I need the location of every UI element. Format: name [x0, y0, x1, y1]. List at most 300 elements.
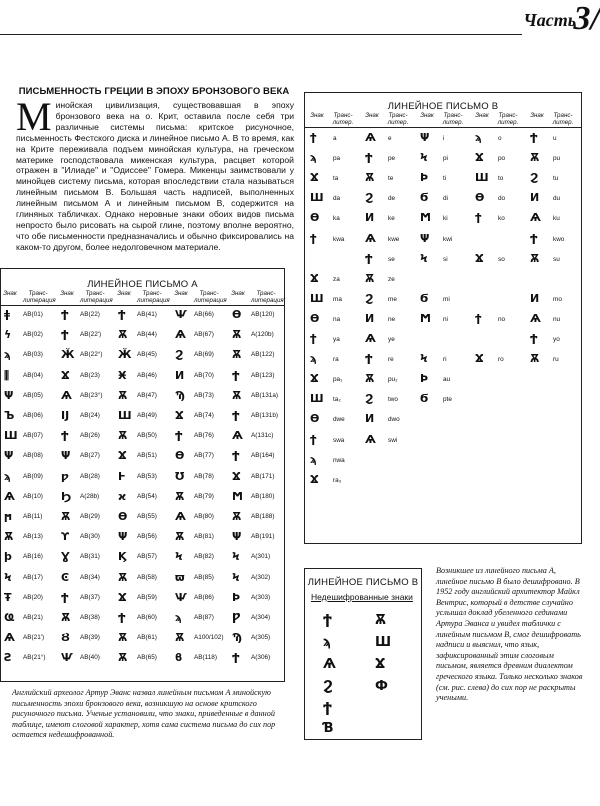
- undeciphered-sign: Ϫ: [375, 657, 386, 672]
- linear-b-translit: na: [333, 315, 341, 323]
- linear-a-translit: AB(81): [194, 533, 214, 541]
- column-head-translit: Транс-литер.: [497, 112, 519, 126]
- linear-b-translit: kwo: [553, 235, 565, 243]
- linear-a-translit: AB(120): [251, 311, 275, 318]
- linear-a-sign: Ѱ: [61, 651, 73, 665]
- linear-a-translit: AB(05): [23, 391, 43, 399]
- linear-b-sign: ϯ: [475, 311, 482, 325]
- linear-b-translit: au: [443, 376, 451, 384]
- linear-b-sign: Ϯ: [530, 231, 538, 245]
- linear-a-translit: AB(65): [137, 654, 157, 662]
- linear-a-translit: AB(22): [80, 311, 100, 318]
- linear-b-sign: Ψ: [420, 231, 430, 245]
- linear-a-translit: AB(66): [194, 311, 214, 318]
- linear-a-sign: ϡ: [4, 469, 11, 483]
- linear-b-sign: Ѳ: [310, 412, 320, 426]
- linear-a-table: [0, 268, 285, 682]
- linear-b-table: [304, 92, 582, 544]
- linear-a-translit: AB(21'): [23, 634, 45, 642]
- header-rule: [1, 305, 284, 306]
- linear-b-sign: Ѳ: [310, 211, 320, 225]
- linear-a-sign: ϴ: [232, 308, 242, 321]
- linear-b-sign: Ѧ: [365, 432, 376, 446]
- column-head-sign: Знак: [231, 290, 245, 297]
- column-head-sign: Знак: [60, 290, 74, 297]
- linear-a-sign: Ϫ: [232, 469, 241, 483]
- linear-b-sign: Ш: [475, 171, 489, 185]
- linear-b-translit: yo: [553, 336, 560, 343]
- linear-a-translit: A(120b): [251, 331, 274, 339]
- linear-b-translit: o: [498, 135, 502, 142]
- linear-b-sign: ϯ: [310, 131, 317, 144]
- linear-b-sign: Ϟ: [420, 151, 428, 165]
- linear-b-sign: Ѧ: [365, 131, 376, 144]
- linear-b-sign: Ϭ: [420, 392, 429, 406]
- linear-a-translit: AB(56): [137, 533, 157, 541]
- linear-b-sign: Ѧ: [530, 211, 541, 225]
- linear-a-sign: Ѱ: [175, 590, 187, 604]
- linear-a-translit: AB(47): [137, 391, 157, 399]
- linear-a-sign: Ѫ: [232, 510, 242, 523]
- linear-b-translit: pu₂: [388, 376, 398, 384]
- linear-b-sign: Ш: [310, 191, 324, 205]
- linear-a-translit: A(303): [251, 593, 271, 601]
- linear-b-translit: te: [388, 175, 394, 183]
- part-number: 3/: [573, 0, 600, 37]
- linear-b-translit: a: [333, 135, 337, 142]
- linear-a-sign: Ŧ: [4, 590, 12, 604]
- linear-a-sign: Ѧ: [61, 388, 72, 402]
- linear-a-sign: Ϯ: [118, 611, 126, 624]
- linear-b-sign: ϡ: [475, 131, 482, 144]
- linear-a-sign: Ъ: [4, 409, 15, 422]
- linear-b-translit: du: [553, 195, 561, 203]
- linear-a-sign: Ϫ: [61, 368, 70, 382]
- linear-a-sign: Ϧ: [61, 489, 72, 503]
- linear-a-translit: A(304): [251, 614, 271, 621]
- linear-b-sign: Ѳ: [310, 311, 320, 325]
- column-head-translit: Транс-литер.: [442, 112, 464, 126]
- linear-b-translit: no: [498, 315, 506, 323]
- linear-b-sign: Ϯ: [365, 151, 373, 165]
- linear-a-sign: Ѧ: [232, 429, 243, 443]
- linear-b-translit: pa: [333, 155, 341, 163]
- linear-b-sign: Ѫ: [530, 352, 540, 366]
- linear-b-sign: Ϯ: [365, 251, 373, 265]
- linear-b-sign: Ͷ: [365, 412, 375, 426]
- undeciphered-sign: Ϯ: [323, 701, 332, 716]
- linear-a-translit: A100/102): [194, 634, 224, 642]
- linear-a-sign: ϐ: [175, 651, 183, 665]
- linear-b-sign: ϯ: [310, 432, 317, 446]
- linear-a-translit: AB(46): [137, 371, 157, 379]
- linear-b-sign: Ϸ: [420, 372, 429, 386]
- linear-a-sign: Ψ: [61, 449, 71, 463]
- linear-a-translit: A(301): [251, 553, 271, 561]
- linear-b-sign: Ͷ: [530, 191, 540, 205]
- linear-b-translit: ta: [333, 175, 339, 183]
- undeciphered-sign: Ϯ: [323, 613, 332, 628]
- linear-a-translit: AB(54): [137, 492, 157, 500]
- linear-a-translit: AB(31): [80, 553, 100, 561]
- linear-b-translit: da: [333, 195, 341, 203]
- linear-a-translit: A(306): [251, 654, 271, 662]
- linear-a-translit: AB(07): [23, 432, 43, 440]
- linear-b-sign: Ϩ: [365, 291, 374, 305]
- linear-a-sign: Ϸ: [232, 590, 241, 604]
- linear-b-translit: kwa: [333, 235, 345, 243]
- linear-b-translit: pe: [388, 155, 396, 163]
- linear-a-translit: AB(131b): [251, 412, 278, 419]
- linear-a-sign: ϴ: [175, 449, 185, 463]
- linear-b-sign: Ѫ: [530, 151, 540, 165]
- undeciphered-sign: Ϩ: [323, 679, 333, 694]
- linear-b-translit: ko: [498, 215, 505, 223]
- linear-b-translit: dwo: [388, 416, 400, 424]
- linear-b-sign: ϡ: [310, 352, 317, 366]
- linear-a-translit: AB(10): [23, 492, 43, 500]
- linear-a-sign: Ѫ: [118, 570, 128, 584]
- linear-b-translit: ma: [333, 295, 342, 303]
- linear-a-sign: Ѫ: [118, 651, 128, 665]
- linear-b-sign: Ϭ: [420, 291, 429, 305]
- linear-b-sign: Ͷ: [530, 291, 540, 305]
- linear-a-translit: AB(38): [80, 614, 100, 621]
- linear-a-translit: AB(82): [194, 553, 214, 561]
- linear-b-translit: swi: [388, 436, 398, 444]
- linear-a-translit: AB(49): [137, 412, 157, 419]
- linear-a-translit: AB(11): [23, 513, 43, 520]
- linear-b-sign: ϯ: [310, 332, 317, 345]
- linear-b-sign: Ш: [310, 392, 324, 406]
- linear-b-translit: swa: [333, 436, 345, 444]
- linear-a-sign: Ʊ: [175, 469, 185, 483]
- article-title: ПИСЬМЕННОСТЬ ГРЕЦИИ В ЭПОХУ БРОНЗОВОГО ВЕКА: [18, 86, 290, 97]
- linear-a-sign: ƿ: [61, 469, 69, 483]
- linear-a-translit: AB(69): [194, 351, 214, 359]
- linear-a-translit: AB(02): [23, 331, 43, 339]
- page-header: [0, 0, 600, 44]
- linear-a-translit: AB(188): [251, 513, 275, 520]
- linear-a-translit: AB(57): [137, 553, 157, 561]
- linear-b-sign: Ϫ: [310, 472, 319, 486]
- linear-b-sign: Ѫ: [365, 171, 375, 185]
- linear-a-sign: Ѫ: [61, 611, 71, 624]
- linear-a-sign: Ѫ: [118, 429, 128, 443]
- linear-b-translit: ne: [388, 315, 396, 323]
- linear-b-sign: Ϫ: [310, 171, 319, 185]
- linear-a-translit: AB(77): [194, 452, 214, 460]
- linear-a-translit: AB(06): [23, 412, 43, 419]
- linear-a-translit: A(302): [251, 573, 271, 581]
- linear-a-translit: AB(86): [194, 593, 214, 601]
- linear-a-sign: Ƨ: [4, 651, 12, 665]
- linear-a-sign: Ѱ: [175, 308, 187, 321]
- linear-a-sign: Ψ: [232, 530, 242, 544]
- linear-a-sign: Ψ: [4, 388, 14, 402]
- linear-b-sign: Ш: [310, 291, 324, 305]
- linear-a-translit: AB(04): [23, 371, 43, 379]
- dropcap: М: [16, 94, 52, 139]
- linear-a-sign: Ͱ: [118, 469, 126, 483]
- linear-a-sign: Ѧ: [4, 631, 15, 645]
- linear-a-translit: A(305): [251, 634, 271, 642]
- linear-a-sign: Ϯ: [118, 308, 126, 321]
- linear-b-sign: Ͷ: [365, 311, 375, 325]
- linear-a-sign: Ϯ: [232, 409, 240, 422]
- linear-a-translit: AB(73): [194, 391, 214, 399]
- linear-b-translit: ti: [443, 175, 447, 183]
- linear-a-translit: AB(27): [80, 452, 100, 460]
- linear-b-sign: ϡ: [310, 452, 317, 466]
- linear-a-translit: AB(26): [80, 432, 100, 440]
- linear-b-translit: i: [443, 135, 445, 142]
- undeciphered-title: ЛИНЕЙНОЕ ПИСЬМО В: [307, 577, 419, 588]
- linear-a-translit: AB(50): [137, 432, 157, 440]
- column-head-translit: Транс-литерация: [194, 290, 227, 304]
- linear-a-translit: AB(44): [137, 331, 157, 339]
- linear-a-translit: AB(80): [194, 513, 214, 520]
- header-rule: [0, 34, 522, 35]
- column-head-sign: Знак: [117, 290, 131, 297]
- linear-a-translit: AB(123): [251, 371, 275, 379]
- linear-a-translit: AB(37): [80, 593, 100, 601]
- linear-a-translit: AB(79): [194, 492, 214, 500]
- linear-b-translit: po: [498, 155, 506, 163]
- linear-a-translit: AB(53): [137, 472, 157, 480]
- linear-a-translit: AB(17): [23, 573, 43, 581]
- linear-b-sign: Ͷ: [365, 211, 375, 225]
- linear-a-translit: AB(122): [251, 351, 275, 359]
- linear-a-translit: AB(41): [137, 311, 157, 318]
- linear-a-sign: Ϡ: [175, 388, 186, 402]
- linear-a-translit: AB(171): [251, 472, 275, 480]
- linear-a-sign: Ϯ: [61, 429, 69, 443]
- linear-a-translit: AB(61): [137, 634, 157, 642]
- linear-a-sign: ϰ: [118, 489, 127, 503]
- linear-a-translit: AB(34): [80, 573, 100, 581]
- linear-a-translit: AB(21): [23, 614, 43, 621]
- intro-paragraph: [16, 94, 294, 252]
- column-head-sign: Знак: [365, 112, 379, 119]
- linear-a-sign: Ĳ: [61, 409, 70, 422]
- linear-b-sign: Ϟ: [420, 251, 428, 265]
- linear-b-sign: Ϩ: [530, 171, 539, 185]
- linear-a-sign: Ѫ: [232, 348, 242, 362]
- caption-linear-b: Возникшее из линейного письма А, линейное письмо В было дешифровано. В 1952 году английский архитектор Майкл Вентрис, который в детстве случайно услышал доклад убеленного сединами Артура Эванса и увидел таблички с линейным письмом В, смог дешифровать надписи и выяснил, что язык, зафиксированный этим слоговым письмом, является древним диалектом греческого языка. Только несколько знаков (см. рис. слева) до сих пор не раскрыты учеными.: [436, 566, 583, 703]
- linear-b-translit: di: [443, 195, 448, 203]
- linear-b-sign: Ϭ: [420, 191, 429, 205]
- linear-a-translit: AB(13): [23, 533, 43, 541]
- undeciphered-subtitle: Недешифрованные знаки: [311, 592, 413, 602]
- linear-b-translit: ki: [443, 215, 448, 223]
- linear-a-sign: Ѫ: [232, 328, 242, 342]
- linear-a-sign: Ϫ: [118, 449, 127, 463]
- part-label: Часть: [523, 10, 576, 30]
- linear-b-translit: su: [553, 255, 560, 263]
- linear-a-sign: Ѫ: [4, 530, 14, 544]
- linear-a-translit: AB(180): [251, 492, 275, 500]
- linear-b-translit: ri: [443, 356, 447, 364]
- undeciphered-sign: Ш: [375, 635, 392, 650]
- linear-b-sign: Ѧ: [530, 311, 541, 325]
- linear-b-translit: mo: [553, 295, 562, 303]
- column-head-translit: Транс-литерация: [80, 290, 113, 304]
- column-head-sign: Знак: [310, 112, 324, 119]
- linear-a-sign: ⫼: [4, 368, 10, 382]
- linear-a-sign: Ш: [4, 429, 18, 443]
- linear-a-translit: AB(87): [194, 614, 214, 621]
- linear-a-sign: ϡ: [4, 348, 11, 362]
- linear-b-translit: kwe: [388, 235, 400, 243]
- linear-b-sign: Ϫ: [310, 271, 319, 285]
- linear-a-translit: AB(40): [80, 654, 100, 662]
- linear-b-sign: Ѳ: [475, 191, 485, 205]
- linear-a-sign: Ѧ: [175, 510, 186, 523]
- linear-a-sign: Ѫ: [175, 489, 185, 503]
- linear-b-sign: Ϻ: [420, 311, 431, 325]
- linear-b-sign: Ϸ: [420, 171, 429, 185]
- linear-a-sign: Ȣ: [61, 631, 70, 645]
- column-head-translit: Транс-литерация: [137, 290, 170, 304]
- linear-a-sign: Ϟ: [232, 550, 240, 564]
- linear-a-translit: AB(60): [137, 614, 157, 621]
- linear-b-translit: me: [388, 295, 397, 303]
- linear-b-translit: ye: [388, 336, 395, 343]
- linear-b-sign: Ϯ: [530, 332, 538, 345]
- linear-a-sign: Ϻ: [232, 489, 243, 503]
- linear-b-sign: Ѫ: [365, 372, 375, 386]
- linear-b-translit: u: [553, 135, 557, 142]
- column-head-translit: Транс-литерация: [23, 290, 56, 304]
- linear-a-sign: Ѫ: [232, 388, 242, 402]
- linear-a-translit: AB(59): [137, 593, 157, 601]
- linear-a-title: ЛИНЕЙНОЕ ПИСЬМО А: [87, 279, 198, 290]
- linear-b-translit: de: [388, 195, 396, 203]
- column-head-translit: Транс-литер.: [332, 112, 354, 126]
- column-head-sign: Знак: [530, 112, 544, 119]
- linear-b-translit: ro: [498, 356, 504, 364]
- linear-a-translit: AB(22'): [80, 331, 102, 339]
- linear-a-sign: Ѫ: [61, 510, 71, 523]
- linear-a-sign: ǂ: [4, 308, 10, 321]
- undeciphered-signs-box: [304, 568, 422, 740]
- linear-a-sign: Ϗ: [118, 550, 127, 564]
- linear-a-translit: AB(67): [194, 331, 214, 339]
- column-head-translit: Транс-литерация: [251, 290, 284, 304]
- linear-b-translit: to: [498, 175, 504, 183]
- linear-b-translit: se: [388, 255, 395, 263]
- column-head-sign: Знак: [174, 290, 188, 297]
- linear-b-translit: ra₃: [333, 476, 342, 484]
- linear-a-translit: AB(22°): [80, 351, 103, 359]
- linear-b-sign: ϯ: [310, 231, 317, 245]
- linear-a-translit: AB(164): [251, 452, 275, 460]
- linear-a-sign: Ϫ: [175, 409, 184, 422]
- linear-a-translit: AB(76): [194, 432, 214, 440]
- linear-b-translit: ka: [333, 215, 340, 223]
- linear-a-sign: Ψ: [118, 530, 128, 544]
- linear-a-translit: AB(20): [23, 593, 43, 601]
- linear-a-sign: ϖ: [175, 570, 185, 584]
- undeciphered-sign: Ѫ: [375, 613, 387, 628]
- linear-b-translit: si: [443, 255, 448, 263]
- linear-b-translit: ku: [553, 215, 560, 223]
- linear-a-translit: AB(30): [80, 533, 100, 541]
- linear-a-sign: Ϯ: [61, 590, 69, 604]
- linear-b-translit: so: [498, 255, 505, 263]
- linear-a-translit: AB(78): [194, 472, 214, 480]
- linear-a-sign: Ѫ: [175, 530, 185, 544]
- linear-b-sign: Ѫ: [365, 271, 375, 285]
- linear-b-sign: Ϻ: [420, 211, 431, 225]
- linear-a-translit: AB(23): [80, 371, 100, 379]
- linear-a-translit: AB(85): [194, 573, 214, 581]
- linear-a-translit: AB(58): [137, 573, 157, 581]
- linear-a-sign: Ӂ: [61, 348, 75, 362]
- linear-b-translit: dwe: [333, 416, 345, 424]
- linear-b-translit: za: [333, 275, 340, 283]
- linear-b-sign: Ѧ: [365, 231, 376, 245]
- linear-a-sign: Ѫ: [175, 631, 185, 645]
- linear-b-translit: ta₂: [333, 396, 341, 404]
- linear-a-translit: AB(191): [251, 533, 275, 541]
- linear-a-sign: Ϯ: [61, 328, 69, 342]
- linear-a-sign: Ѫ: [118, 328, 128, 342]
- linear-b-translit: ra: [333, 356, 339, 364]
- linear-a-translit: A(28b): [80, 492, 100, 500]
- header-rule: [305, 127, 581, 128]
- linear-a-sign: Ѫ: [118, 631, 128, 645]
- linear-b-sign: Ѧ: [365, 332, 376, 345]
- undeciphered-sign: Ф: [375, 679, 388, 694]
- linear-a-sign: Ͼ: [61, 570, 70, 584]
- linear-b-translit: mi: [443, 295, 450, 303]
- linear-a-sign: ϟ: [4, 328, 12, 342]
- linear-a-sign: ϡ: [175, 611, 182, 624]
- linear-a-translit: AB(51): [137, 452, 157, 460]
- linear-a-translit: AB(70): [194, 371, 214, 379]
- linear-a-sign: Ѳ: [118, 510, 128, 523]
- linear-b-translit: ya: [333, 336, 340, 343]
- column-head-sign: Знак: [475, 112, 489, 119]
- linear-a-sign: ϻ: [4, 510, 13, 523]
- linear-a-sign: Ѫ: [118, 388, 128, 402]
- linear-b-translit: ni: [443, 315, 448, 323]
- linear-b-sign: Ϫ: [475, 352, 484, 366]
- linear-a-translit: AB(74): [194, 412, 214, 419]
- linear-b-title: ЛИНЕЙНОЕ ПИСЬМО В: [387, 101, 499, 112]
- linear-a-translit: AB(29): [80, 513, 100, 520]
- linear-a-translit: AB(24): [80, 412, 100, 419]
- linear-a-sign: Ϡ: [232, 631, 243, 645]
- linear-b-sign: Ψ: [420, 131, 430, 144]
- linear-b-sign: Ѫ: [530, 251, 540, 265]
- linear-b-translit: pu: [553, 155, 561, 163]
- linear-b-translit: pte: [443, 396, 452, 404]
- linear-a-sign: Ϯ: [175, 429, 183, 443]
- linear-b-translit: ru: [553, 356, 559, 364]
- linear-b-sign: Ϫ: [475, 251, 484, 265]
- linear-a-sign: Ƿ: [232, 611, 241, 624]
- linear-a-sign: Ѧ: [175, 328, 186, 342]
- linear-a-sign: Ӂ: [118, 348, 132, 362]
- linear-a-sign: Ɣ: [61, 550, 70, 564]
- linear-b-translit: do: [498, 195, 506, 203]
- linear-a-translit: AB(01): [23, 311, 43, 318]
- linear-b-sign: Ϯ: [530, 131, 538, 144]
- linear-b-sign: Ϩ: [365, 392, 374, 406]
